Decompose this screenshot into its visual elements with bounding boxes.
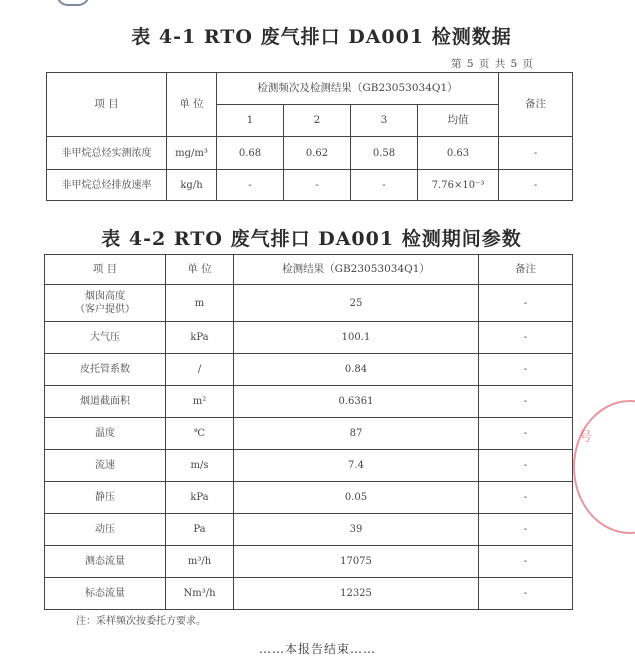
header-frequency-results: 检测频次及检测结果（GB23053034Q1） <box>217 73 499 105</box>
row-result: 0.6361 <box>234 386 479 418</box>
row-unit: / <box>166 354 234 386</box>
header-sample-1: 1 <box>217 105 284 137</box>
table-row <box>45 354 573 386</box>
row-remark: - <box>499 137 573 170</box>
row-unit: kg/h <box>167 170 217 201</box>
row-result: 17075 <box>234 546 479 578</box>
row-value-1: - <box>217 170 284 201</box>
row-item: 烟囱高度 （客户提供） <box>45 285 166 322</box>
header-remark: 备注 <box>479 255 573 285</box>
row-result: 7.4 <box>234 450 479 482</box>
row-value-2: - <box>284 170 351 201</box>
row-item: 皮托管系数 <box>45 354 166 386</box>
header-remark: 备注 <box>499 73 573 137</box>
row-unit: mg/m³ <box>167 137 217 170</box>
row-remark: - <box>479 322 573 354</box>
row-remark: - <box>479 418 573 450</box>
row-remark: - <box>479 546 573 578</box>
table2-title: 表 4-2 RTO 废气排口 DA001 检测期间参数 <box>101 228 522 250</box>
table-row <box>45 514 573 546</box>
official-seal-stamp <box>573 400 635 534</box>
header-average: 均值 <box>418 105 499 137</box>
row-remark: - <box>479 482 573 514</box>
header-sample-3: 3 <box>351 105 418 137</box>
row-item: 动压 <box>45 514 166 546</box>
row-value-2: 0.62 <box>284 137 351 170</box>
table-row <box>45 418 573 450</box>
table-row <box>45 450 573 482</box>
row-unit: ℃ <box>166 418 234 450</box>
row-item: 温度 <box>45 418 166 450</box>
row-remark: - <box>479 450 573 482</box>
row-result: 100.1 <box>234 322 479 354</box>
header-unit: 单 位 <box>167 73 217 137</box>
row-unit: Pa <box>166 514 234 546</box>
seal-text: 号 <box>579 430 593 445</box>
row-unit: kPa <box>166 482 234 514</box>
row-item: 测态流量 <box>45 546 166 578</box>
detection-data-table <box>46 72 573 201</box>
table-row <box>45 386 573 418</box>
row-unit: m/s <box>166 450 234 482</box>
row-item: 大气压 <box>45 322 166 354</box>
row-result: 0.84 <box>234 354 479 386</box>
table-row <box>45 546 573 578</box>
row-average: 7.76×10⁻³ <box>418 170 499 201</box>
logo-fragment <box>56 0 90 6</box>
footnote: 注：采样频次按委托方要求。 <box>76 616 206 627</box>
header-item: 项 目 <box>45 255 166 285</box>
row-result: 12325 <box>234 578 479 610</box>
row-remark: - <box>479 285 573 322</box>
row-item: 标态流量 <box>45 578 166 610</box>
end-of-report: ……本报告结束…… <box>258 642 376 656</box>
row-unit: kPa <box>166 322 234 354</box>
row-remark: - <box>479 354 573 386</box>
header-unit: 单 位 <box>166 255 234 285</box>
row-remark: - <box>479 514 573 546</box>
header-sample-2: 2 <box>284 105 351 137</box>
row-remark: - <box>499 170 573 201</box>
row-result: 0.05 <box>234 482 479 514</box>
table-row <box>47 170 573 201</box>
row-unit: m <box>166 285 234 322</box>
row-remark: - <box>479 578 573 610</box>
row-unit: Nm³/h <box>166 578 234 610</box>
row-unit: m³/h <box>166 546 234 578</box>
header-item: 项 目 <box>47 73 167 137</box>
row-average: 0.63 <box>418 137 499 170</box>
row-item: 非甲烷总烃实测浓度 <box>47 137 167 170</box>
row-value-3: - <box>351 170 418 201</box>
table1-title: 表 4-1 RTO 废气排口 DA001 检测数据 <box>131 26 512 48</box>
table-row <box>45 578 573 610</box>
row-value-3: 0.58 <box>351 137 418 170</box>
row-remark: - <box>479 386 573 418</box>
page-info: 第 5 页 共 5 页 <box>451 58 535 70</box>
row-result: 39 <box>234 514 479 546</box>
row-item: 流速 <box>45 450 166 482</box>
row-value-1: 0.68 <box>217 137 284 170</box>
table-row <box>47 137 573 170</box>
table-row <box>45 285 573 322</box>
table-row <box>45 322 573 354</box>
row-unit: m² <box>166 386 234 418</box>
row-result: 25 <box>234 285 479 322</box>
row-item: 烟道截面积 <box>45 386 166 418</box>
header-result: 检测结果（GB23053034Q1） <box>234 255 479 285</box>
row-item: 静压 <box>45 482 166 514</box>
parameters-table <box>44 254 573 610</box>
table-row <box>45 482 573 514</box>
row-item: 非甲烷总烃排放速率 <box>47 170 167 201</box>
row-result: 87 <box>234 418 479 450</box>
